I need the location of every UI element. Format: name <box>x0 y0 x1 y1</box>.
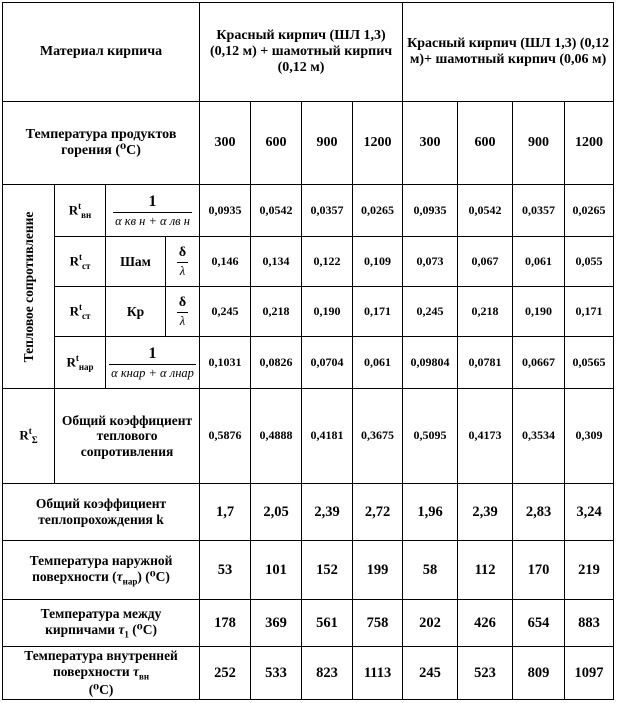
symbol-r: R <box>66 354 76 370</box>
outer-temp-row <box>3 541 614 600</box>
symbol-sup: t <box>78 200 82 211</box>
heat-transfer-value: 1,96 <box>403 484 458 541</box>
material-name: Кр <box>106 287 166 337</box>
resistance-value: 0,067 <box>458 237 513 287</box>
material-header: Материал кирпича <box>3 3 200 102</box>
tau-sub: 1 <box>124 629 129 640</box>
outer-temp-value: 58 <box>403 541 458 600</box>
inner-temp-value: 245 <box>403 647 458 700</box>
inner-temp-label-line1: Температура внутренней <box>24 648 178 664</box>
symbol-sub: ст <box>81 260 91 271</box>
symbol-sup: t <box>78 301 82 312</box>
tau-sub: нар <box>122 576 138 587</box>
resistance-value: 0,073 <box>403 237 458 287</box>
inner-temp-label-line2: поверхности <box>52 663 130 679</box>
tau-symbol: τ <box>133 663 140 679</box>
resistance-symbol <box>55 337 106 389</box>
fraction <box>177 245 188 278</box>
fraction-denominator: α кнар + α лнар <box>111 366 194 380</box>
resistance-symbol <box>55 185 106 237</box>
resistance-value: 0,09804 <box>403 337 458 389</box>
outer-temp-value: 219 <box>565 541 614 600</box>
total-resistance-value: 0,4173 <box>458 389 513 484</box>
heat-transfer-value: 2,39 <box>302 484 353 541</box>
total-resistance-value: 0,309 <box>565 389 614 484</box>
resistance-value: 0,134 <box>251 237 302 287</box>
resistance-value: 0,171 <box>353 287 403 337</box>
resistance-value: 0,218 <box>458 287 513 337</box>
tau-symbol: τ <box>118 621 125 637</box>
fraction <box>109 345 196 381</box>
resistance-value: 0,0935 <box>200 185 251 237</box>
total-resistance-value: 0,4181 <box>302 389 353 484</box>
thermal-resistance-table <box>2 2 614 700</box>
heat-transfer-value: 2,83 <box>513 484 565 541</box>
symbol-r: R <box>69 303 79 319</box>
between-temp-value: 426 <box>458 600 513 647</box>
fraction <box>177 295 188 328</box>
total-resistance-label: Общий коэффициент теплового сопротивления <box>55 389 200 484</box>
resistance-row-inner <box>3 185 614 237</box>
total-resistance-value: 0,3534 <box>513 389 565 484</box>
resistance-value: 0,061 <box>513 237 565 287</box>
fraction-numerator: δ <box>178 294 187 310</box>
inner-temp-row <box>3 647 614 700</box>
resistance-value: 0,0781 <box>458 337 513 389</box>
resistance-formula <box>106 337 200 389</box>
outer-temp-value: 170 <box>513 541 565 600</box>
inner-temp-value: 523 <box>458 647 513 700</box>
fraction-numerator: 1 <box>148 344 157 362</box>
between-temp-value: 202 <box>403 600 458 647</box>
resistance-value: 0,061 <box>353 337 403 389</box>
outer-temp-value: 112 <box>458 541 513 600</box>
resistance-value: 0,146 <box>200 237 251 287</box>
inner-temp-value: 809 <box>513 647 565 700</box>
resistance-value: 0,0265 <box>565 185 614 237</box>
temperature-label: Температура продуктов горения (⁰С) <box>3 102 200 185</box>
resistance-value: 0,171 <box>565 287 614 337</box>
symbol-sub: вн <box>81 209 92 220</box>
resistance-formula <box>166 287 200 337</box>
between-temp-value: 561 <box>302 600 353 647</box>
inner-temp-label <box>3 647 200 700</box>
resistance-value: 0,245 <box>200 287 251 337</box>
symbol-sub: Σ <box>31 435 38 446</box>
thermal-resistance-group-label <box>3 185 55 389</box>
resistance-row-chamotte <box>3 237 614 287</box>
symbol-sup: t <box>75 352 79 363</box>
resistance-value: 0,109 <box>353 237 403 287</box>
total-resistance-value: 0,3675 <box>353 389 403 484</box>
fraction-denominator: λ <box>177 262 188 278</box>
resistance-value: 0,218 <box>251 287 302 337</box>
outer-temp-label-line1: Температура наружной <box>29 553 173 569</box>
between-temp-value: 369 <box>251 600 302 647</box>
symbol-r: R <box>19 427 29 443</box>
unit: (⁰С) <box>88 682 114 698</box>
symbol-sub: нар <box>78 361 94 372</box>
temperature-value: 600 <box>251 102 302 185</box>
temperature-row <box>3 102 614 185</box>
between-temp-value: 883 <box>565 600 614 647</box>
inner-temp-value: 252 <box>200 647 251 700</box>
heat-transfer-value: 2,72 <box>353 484 403 541</box>
resistance-value: 0,0357 <box>302 185 353 237</box>
inner-temp-value: 1097 <box>565 647 614 700</box>
between-temp-label <box>3 600 200 647</box>
between-temp-value: 654 <box>513 600 565 647</box>
resistance-value: 0,0826 <box>251 337 302 389</box>
resistance-row-outer <box>3 337 614 389</box>
resistance-value: 0,0542 <box>458 185 513 237</box>
symbol-r: R <box>69 253 79 269</box>
material-name: Шам <box>106 237 166 287</box>
fraction-denominator: λ <box>177 312 188 328</box>
fraction-numerator: 1 <box>148 192 157 210</box>
unit: (⁰С) <box>145 568 170 584</box>
fraction <box>113 193 192 229</box>
total-resistance-row <box>3 389 614 484</box>
resistance-value: 0,0565 <box>565 337 614 389</box>
heat-transfer-value: 2,39 <box>458 484 513 541</box>
tau-symbol: τ <box>116 568 123 584</box>
temperature-value: 1200 <box>565 102 614 185</box>
symbol-sup: t <box>28 426 32 437</box>
resistance-formula <box>166 237 200 287</box>
thermal-resistance-text: Тепловое сопротивление <box>20 211 36 362</box>
resistance-value: 0,190 <box>513 287 565 337</box>
outer-temp-value: 152 <box>302 541 353 600</box>
total-resistance-symbol <box>3 389 55 484</box>
resistance-value: 0,0704 <box>302 337 353 389</box>
inner-temp-value: 823 <box>302 647 353 700</box>
temperature-value: 1200 <box>353 102 403 185</box>
unit: (⁰С) <box>132 621 157 637</box>
header-row <box>3 3 614 102</box>
group2-header: Красный кирпич (ШЛ 1,3) (0,12 м)+ шамотный кирпич (0,06 м) <box>403 3 614 102</box>
total-resistance-value: 0,5876 <box>200 389 251 484</box>
resistance-value: 0,0265 <box>353 185 403 237</box>
outer-temp-value: 199 <box>353 541 403 600</box>
heat-transfer-row <box>3 484 614 541</box>
outer-temp-label: Температура наружной поверхности $(\tau_{нар})$ (⁰С) <box>3 541 200 600</box>
resistance-value: 0,245 <box>403 287 458 337</box>
temperature-value: 900 <box>513 102 565 185</box>
total-resistance-value: 0,5095 <box>403 389 458 484</box>
resistance-value: 0,0935 <box>403 185 458 237</box>
resistance-symbol <box>55 237 106 287</box>
outer-temp-value: 53 <box>200 541 251 600</box>
inner-temp-value: 1113 <box>353 647 403 700</box>
between-temp-label-line1: Температура между <box>40 606 162 622</box>
heat-transfer-value: 3,24 <box>565 484 614 541</box>
temperature-value: 600 <box>458 102 513 185</box>
group1-header: Красный кирпич (ШЛ 1,3) (0,12 м) + шамотный кирпич (0,12 м) <box>200 3 403 102</box>
resistance-formula <box>106 185 200 237</box>
fraction-denominator: α кв н + α лв н <box>115 214 190 228</box>
temperature-value: 300 <box>403 102 458 185</box>
resistance-value: 0,0542 <box>251 185 302 237</box>
resistance-symbol <box>55 287 106 337</box>
temperature-value: 300 <box>200 102 251 185</box>
symbol-sup: t <box>78 251 82 262</box>
heat-transfer-label: Общий коэффициент теплопрохождения k <box>3 484 200 541</box>
resistance-value: 0,1031 <box>200 337 251 389</box>
symbol-sub: ст <box>81 310 91 321</box>
resistance-row-red-brick <box>3 287 614 337</box>
between-temp-value: 178 <box>200 600 251 647</box>
between-temp-value: 758 <box>353 600 403 647</box>
tau-sub: вн <box>139 671 150 682</box>
between-temp-label-line2: кирпичами <box>45 621 116 637</box>
outer-temp-label-line2: поверхности <box>32 568 109 584</box>
fraction-numerator: δ <box>178 244 187 260</box>
heat-transfer-value: 1,7 <box>200 484 251 541</box>
inner-temp-value: 533 <box>251 647 302 700</box>
resistance-value: 0,0357 <box>513 185 565 237</box>
between-temp-row <box>3 600 614 647</box>
heat-transfer-value: 2,05 <box>251 484 302 541</box>
temperature-value: 900 <box>302 102 353 185</box>
total-resistance-value: 0,4888 <box>251 389 302 484</box>
resistance-value: 0,055 <box>565 237 614 287</box>
symbol-r: R <box>68 202 79 218</box>
outer-temp-value: 101 <box>251 541 302 600</box>
resistance-value: 0,190 <box>302 287 353 337</box>
resistance-value: 0,122 <box>302 237 353 287</box>
resistance-value: 0,0667 <box>513 337 565 389</box>
